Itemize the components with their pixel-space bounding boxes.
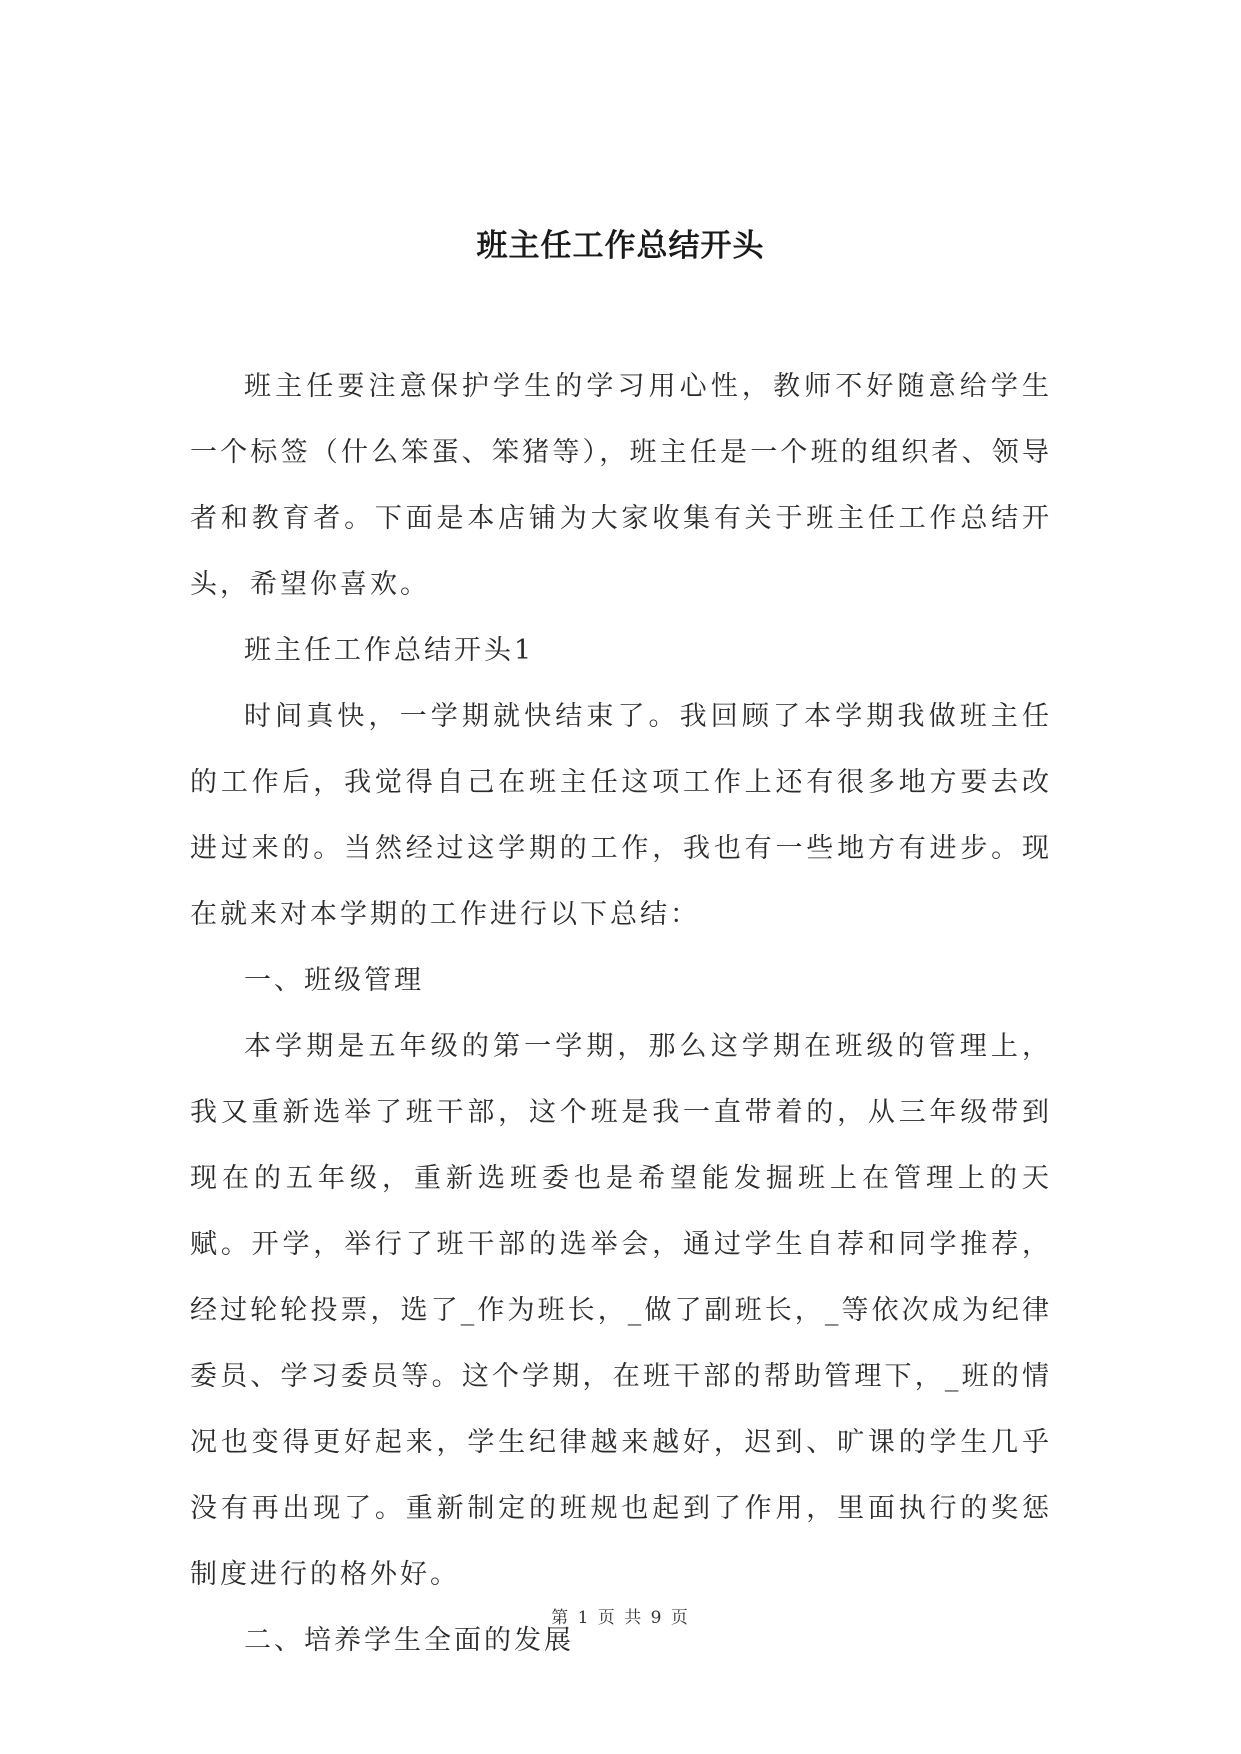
- paragraph-intro: 班主任要注意保护学生的学习用心性，教师不好随意给学生一个标签（什么笨蛋、笨猪等），班主任是一个班的组织者、领导者和教育者。下面是本店铺为大家收集有关于班主任工作总结开头，希望你喜欢。: [190, 371, 1052, 600]
- page-footer: 第 1 页 共 9 页: [551, 1608, 690, 1628]
- section-heading-student-development: 二、培养学生全面的发展: [244, 1625, 574, 1656]
- section-heading-class-management: 一、班级管理: [244, 965, 424, 996]
- document-body: [190, 354, 1052, 1674]
- paragraph-class-management: 本学期是五年级的第一学期，那么这学期在班级的管理上，我又重新选举了班干部，这个班是我一直带着的，从三年级带到现在的五年级，重新选班委也是希望能发掘班上在管理上的天赋。开学，举行了班干部的选举会，通过学生自荐和同学推荐，经过轮轮投票，选了_作为班长，_做了副班长，_等依次成为纪律委员、学习委员等。这个学期，在班干部的帮助管理下，_班的情况也变得更好起来，学生纪律越来越好，迟到、旷课的学生几乎没有再出现了。重新制定的班规也起到了作用，里面执行的奖惩制度进行的格外好。: [190, 1031, 1052, 1590]
- paragraph-semester-review: 时间真快，一学期就快结束了。我回顾了本学期我做班主任的工作后，我觉得自己在班主任这项工作上还有很多地方要去改进过来的。当然经过这学期的工作，我也有一些地方有进步。现在就来对本学期的工作进行以下总结：: [190, 701, 1052, 930]
- section-heading-summary-1: 班主任工作总结开头1: [244, 635, 535, 666]
- document-title: 班主任工作总结开头: [476, 228, 765, 264]
